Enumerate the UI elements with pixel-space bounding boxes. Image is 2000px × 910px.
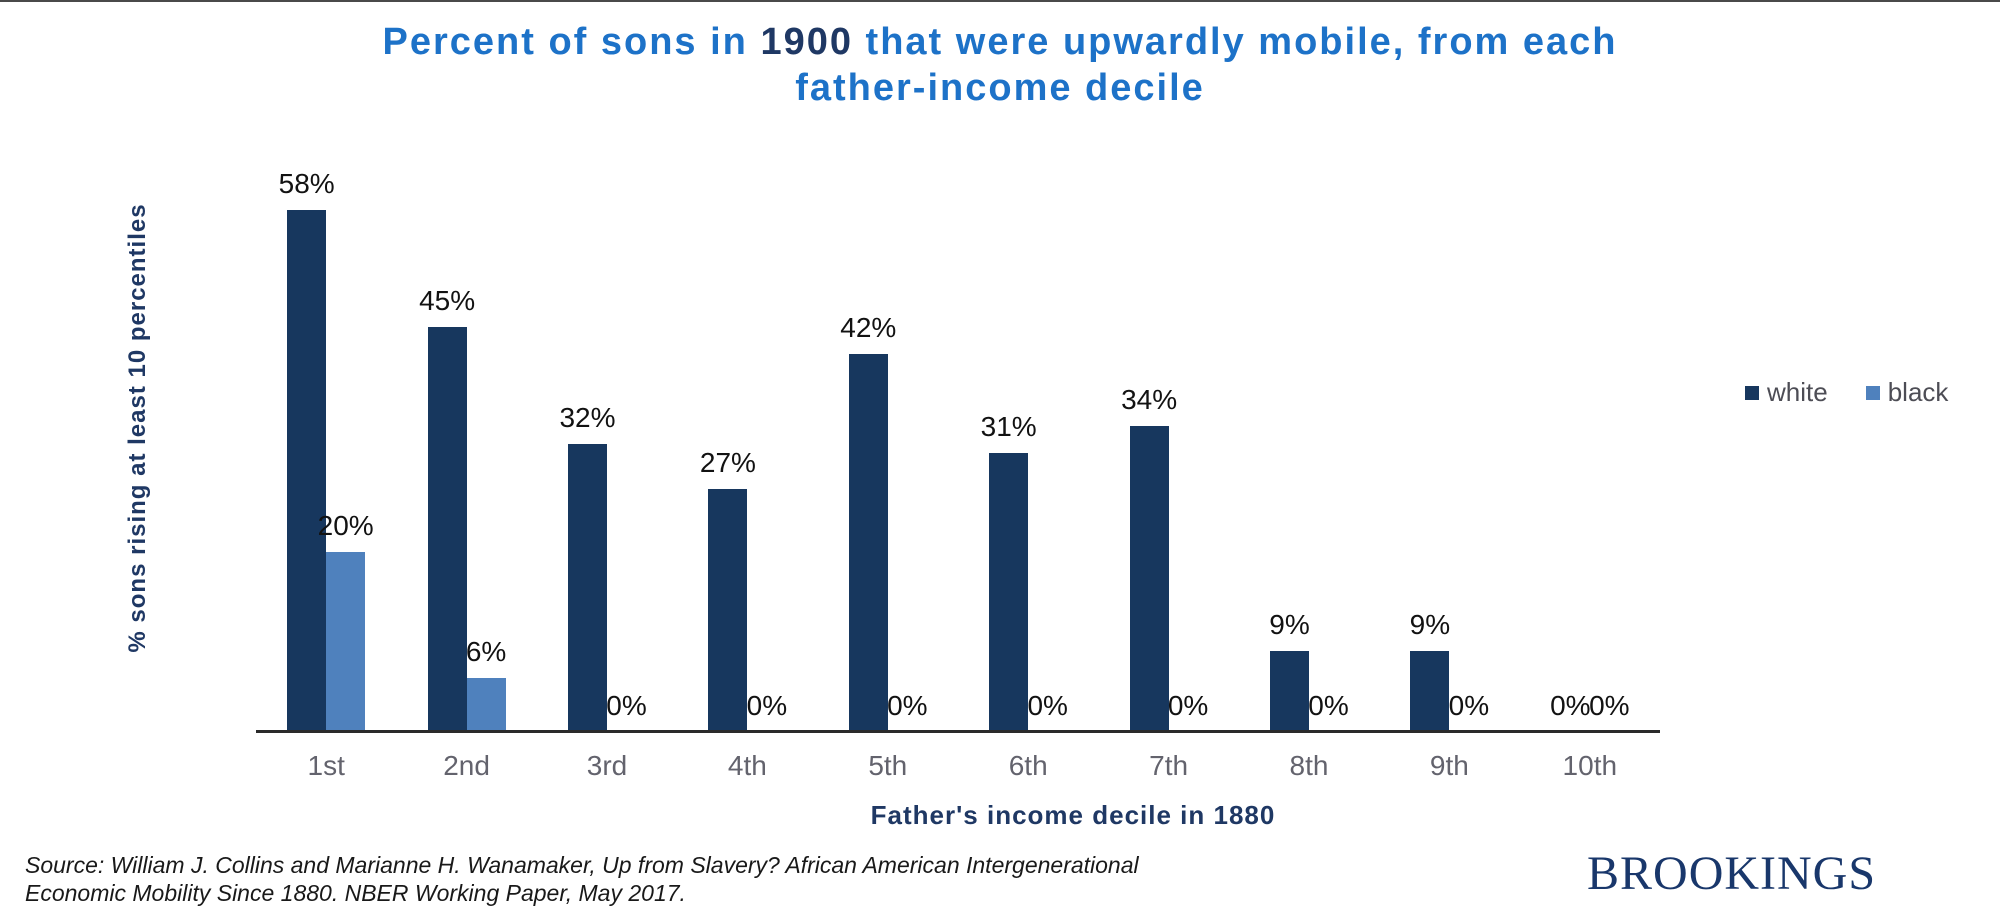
- bar-black: [326, 552, 365, 732]
- chart-title-line1: [0, 20, 2000, 66]
- x-tick-label: 10th: [1562, 750, 1618, 781]
- bar-label-white: 0%: [1550, 690, 1591, 721]
- bar-label-black: 0%: [606, 690, 647, 721]
- legend-label-black: black: [1887, 377, 1949, 407]
- x-tick-label: 3rd: [586, 750, 628, 781]
- bar-white: [1270, 651, 1309, 732]
- plot-area: [256, 150, 1660, 732]
- x-axis-tick-labels: [256, 750, 1660, 790]
- bar-label-black: 0%: [1167, 690, 1209, 721]
- chart-title-year: 1900: [760, 21, 853, 63]
- x-tick-label: 9th: [1429, 750, 1469, 781]
- bar-label-black: 0%: [1589, 690, 1630, 721]
- bar-label-black: 6%: [465, 636, 507, 667]
- x-tick-label: 2nd: [443, 750, 490, 781]
- bar-label-white: 9%: [1409, 609, 1451, 640]
- bar-label-black: 0%: [1448, 690, 1490, 721]
- source-note-line1: Source: William J. Collins and Marianne H. Wanamaker, Up from Slavery? African American Intergenerational: [25, 852, 1139, 878]
- legend-swatch-black: [1866, 386, 1880, 400]
- bar-white: [1130, 426, 1169, 732]
- bar-white: [989, 453, 1028, 732]
- bar-label-white: 58%: [278, 168, 335, 199]
- legend-label-white: white: [1767, 377, 1828, 407]
- bar-label-white: 31%: [980, 411, 1037, 442]
- source-note: [25, 851, 1139, 907]
- x-tick-label: 8th: [1289, 750, 1329, 781]
- bar-white: [1410, 651, 1449, 732]
- chart-title: [0, 20, 2000, 111]
- bar-label-white: 27%: [699, 447, 756, 478]
- x-tick-label: 1st: [307, 750, 345, 781]
- x-tick-label: 5th: [868, 750, 908, 781]
- bar-black: [467, 678, 506, 732]
- x-tick-label: 4th: [727, 750, 767, 781]
- bar-label-white: 32%: [559, 402, 616, 433]
- legend-swatch-white: [1745, 386, 1759, 400]
- bar-label-black: 0%: [1027, 690, 1068, 721]
- bar-label-white: 34%: [1121, 384, 1178, 415]
- chart-legend: [1745, 377, 1948, 408]
- bar-white: [568, 444, 607, 732]
- bar-white: [849, 354, 888, 732]
- bar-white: [708, 489, 747, 732]
- chart-title-part1: Percent of sons in: [382, 21, 761, 63]
- brookings-logo: BROOKINGS: [1587, 847, 1877, 900]
- y-axis-title: % sons rising at least 10 percentiles: [124, 203, 151, 653]
- top-border-line: [0, 0, 2000, 2]
- x-axis-title: Father's income decile in 1880: [870, 800, 1276, 830]
- bar-label-white: 42%: [840, 312, 897, 343]
- legend-item-black: [1866, 377, 1949, 408]
- bar-label-black: 20%: [317, 510, 374, 541]
- bar-white: [428, 327, 467, 732]
- source-note-line2: Economic Mobility Since 1880. NBER Working Paper, May 2017.: [25, 880, 686, 907]
- bar-label-black: 0%: [746, 690, 788, 721]
- x-tick-label: 6th: [1008, 750, 1048, 781]
- bar-label-white: 45%: [419, 285, 476, 316]
- bar-label-black: 0%: [1308, 690, 1349, 721]
- chart-title-part2: that were upwardly mobile, from each: [853, 21, 1618, 63]
- bar-white: [287, 210, 326, 732]
- legend-item-white: [1745, 377, 1828, 408]
- bar-label-white: 9%: [1269, 609, 1310, 640]
- x-axis-line: [256, 730, 1660, 733]
- chart-title-line2: father-income decile: [795, 66, 1205, 109]
- bar-label-black: 0%: [887, 690, 928, 721]
- x-tick-label: 7th: [1149, 750, 1189, 781]
